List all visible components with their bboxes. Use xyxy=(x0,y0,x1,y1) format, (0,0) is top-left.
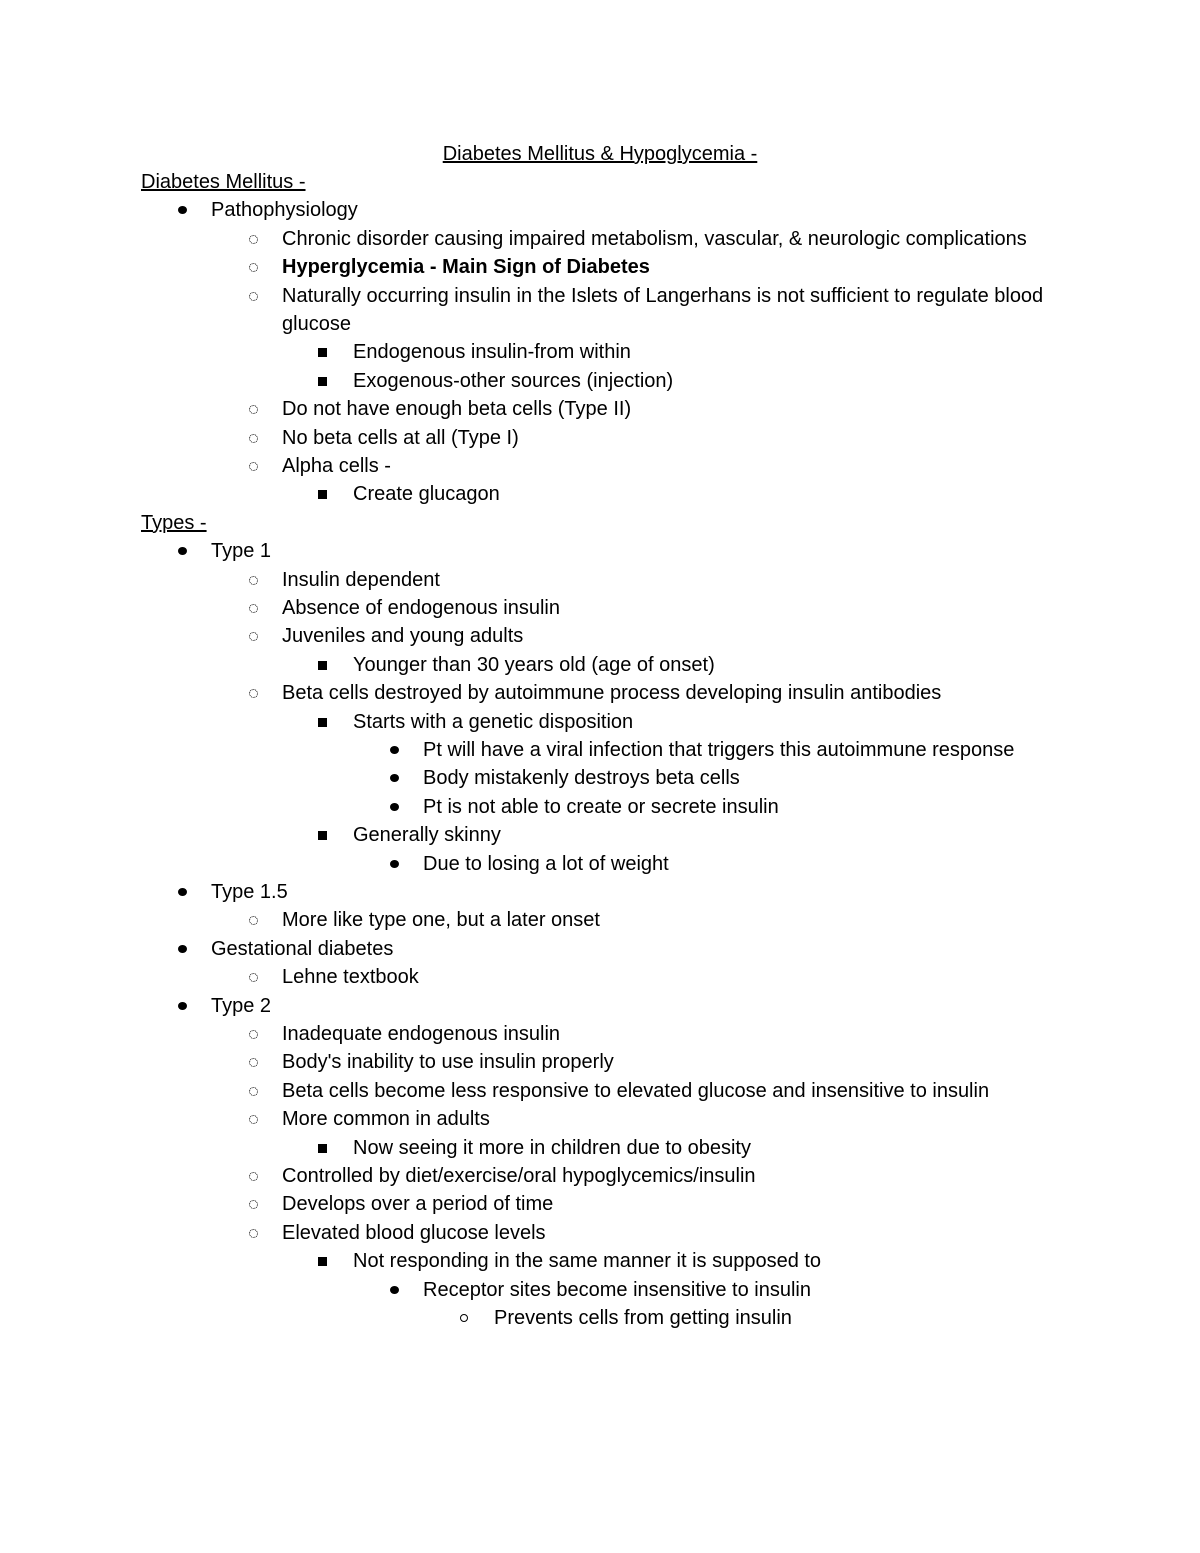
list-item xyxy=(282,1048,1060,1076)
list-item-text: Generally skinny xyxy=(353,824,501,847)
list-item xyxy=(282,253,1060,281)
list-item-text: Now seeing it more in children due to obesity xyxy=(353,1136,751,1159)
list-item-text: Not responding in the same manner it is supposed to xyxy=(353,1250,822,1273)
list-item-text: Lehne textbook xyxy=(282,966,419,989)
list-item-text: Do not have enough beta cells (Type II) xyxy=(282,398,632,421)
bullet-dotted-circle-icon xyxy=(249,632,258,641)
list-item-text: Absence of endogenous insulin xyxy=(282,597,560,619)
list-item xyxy=(494,1304,1060,1332)
list-item-text: Pt is not able to create or secrete insulin xyxy=(423,795,779,818)
list-item-text: Insulin dependent xyxy=(282,568,440,591)
list-item-text: Starts with a genetic disposition xyxy=(353,710,634,733)
section-heading: Diabetes Mellitus - xyxy=(141,171,306,193)
bullet-square-icon xyxy=(318,377,327,386)
bullet-dotted-circle-icon xyxy=(249,1030,258,1039)
bullet-hollow-circle-icon xyxy=(460,1314,468,1322)
bullet-dotted-circle-icon xyxy=(249,292,258,301)
list-item xyxy=(282,679,1060,707)
bullet-disc-icon xyxy=(178,206,187,214)
bullet-square-icon xyxy=(318,490,327,499)
list-item xyxy=(353,708,1060,736)
list-item-text: No beta cells at all (Type I) xyxy=(282,426,519,449)
bullet-square-icon xyxy=(318,718,327,727)
list-item-text: Inadequate endogenous insulin xyxy=(282,1023,561,1045)
bullet-dotted-circle-icon xyxy=(249,405,258,414)
bullet-disc-icon xyxy=(178,547,187,555)
list-item xyxy=(211,537,1060,565)
list-item xyxy=(282,225,1060,253)
list-item-text: Create glucagon xyxy=(353,483,500,506)
list-item-text: Elevated blood glucose levels xyxy=(282,1221,546,1244)
bullet-dotted-circle-icon xyxy=(249,434,258,443)
list-item-text: Chronic disorder causing impaired metabolism, vascular, & neurologic complications xyxy=(282,227,1027,250)
list-item-text: Exogenous-other sources (injection) xyxy=(353,369,674,392)
bullet-square-icon xyxy=(318,1144,327,1153)
list-item-text: Pathophysiology xyxy=(211,199,358,222)
document-title: Diabetes Mellitus & Hypoglycemia - xyxy=(442,143,758,165)
list-item-text: Type 2 xyxy=(211,994,272,1017)
list-item-text: Endogenous insulin-from within xyxy=(353,341,631,364)
list-item-text: Beta cells destroyed by autoimmune process developing insulin antibodies xyxy=(282,682,942,705)
list-item xyxy=(282,906,1060,934)
list-item xyxy=(353,1134,1060,1162)
list-item-text: Body's inability to use insulin properly xyxy=(282,1051,614,1074)
bullet-dotted-circle-icon xyxy=(249,689,258,698)
list-item-text: Hyperglycemia - Main Sign of Diabetes xyxy=(282,256,650,279)
list-item xyxy=(282,1162,1060,1190)
list-item-text: Controlled by diet/exercise/oral hypoglycemics/insulin xyxy=(282,1165,756,1187)
bullet-dotted-circle-icon xyxy=(249,604,258,613)
bullet-dotted-circle-icon xyxy=(249,1172,258,1181)
list-item xyxy=(282,566,1060,594)
bullet-dotted-circle-icon xyxy=(249,916,258,925)
list-item-text: Younger than 30 years old (age of onset) xyxy=(353,653,715,676)
list-item-text: Beta cells become less responsive to elevated glucose and insensitive to insulin xyxy=(282,1079,990,1102)
list-item-text: Juveniles and young adults xyxy=(282,625,524,648)
list-item xyxy=(423,850,1060,878)
list-item xyxy=(282,1020,1060,1048)
list-item xyxy=(282,1077,1060,1105)
list-item xyxy=(423,764,1060,792)
list-item xyxy=(282,424,1060,452)
list-item-text: Pt will have a viral infection that triggers this autoimmune response xyxy=(423,739,1015,761)
list-item xyxy=(353,821,1060,849)
bullet-disc-icon xyxy=(178,888,187,896)
list-item-text: More common in adults xyxy=(282,1108,490,1131)
list-item-text: Naturally occurring insulin in the Islets of Langerhans is not sufficient to regulate blood glucose xyxy=(282,284,1044,335)
list-item xyxy=(211,878,1060,906)
list-item xyxy=(282,1190,1060,1218)
bullet-dotted-circle-icon xyxy=(249,1229,258,1238)
list-item xyxy=(423,793,1060,821)
list-item-text: Type 1 xyxy=(211,540,272,563)
list-item-text: Prevents cells from getting insulin xyxy=(494,1307,792,1329)
list-item xyxy=(282,963,1060,991)
bullet-disc-icon xyxy=(390,774,399,782)
list-item xyxy=(423,1276,1060,1304)
list-item xyxy=(353,338,1060,366)
bullet-dotted-circle-icon xyxy=(249,235,258,244)
bullet-dotted-circle-icon xyxy=(249,1200,258,1209)
list-item xyxy=(282,395,1060,423)
bullet-disc-icon xyxy=(390,860,399,868)
list-item xyxy=(353,367,1060,395)
list-item xyxy=(423,736,1060,764)
bullet-dotted-circle-icon xyxy=(249,973,258,982)
bullet-disc-icon xyxy=(390,803,399,811)
list-item xyxy=(211,935,1060,963)
list-item xyxy=(282,622,1060,650)
list-item xyxy=(211,992,1060,1020)
list-item xyxy=(282,594,1060,622)
bullet-square-icon xyxy=(318,1257,327,1266)
list-item-text: Type 1.5 xyxy=(211,881,288,903)
bullet-dotted-circle-icon xyxy=(249,1058,258,1067)
list-item xyxy=(353,651,1060,679)
list-item-text: Develops over a period of time xyxy=(282,1193,554,1216)
bullet-dotted-circle-icon xyxy=(249,263,258,272)
list-item xyxy=(282,1219,1060,1247)
list-item xyxy=(211,196,1060,224)
list-item xyxy=(353,480,1060,508)
bullet-dotted-circle-icon xyxy=(249,462,258,471)
list-item xyxy=(353,1247,1060,1275)
bullet-disc-icon xyxy=(390,746,399,754)
bullet-square-icon xyxy=(318,661,327,670)
list-item xyxy=(282,1105,1060,1133)
list-item-text: Gestational diabetes xyxy=(211,937,394,960)
bullet-dotted-circle-icon xyxy=(249,1087,258,1096)
list-item xyxy=(282,282,1060,339)
bullet-disc-icon xyxy=(178,1002,187,1010)
bullet-disc-icon xyxy=(178,945,187,953)
list-item-text: Due to losing a lot of weight xyxy=(423,852,669,875)
bullet-dotted-circle-icon xyxy=(249,576,258,585)
bullet-disc-icon xyxy=(390,1286,399,1294)
list-item-text: Receptor sites become insensitive to insulin xyxy=(423,1278,811,1301)
list-item-text: More like type one, but a later onset xyxy=(282,909,600,932)
bullet-square-icon xyxy=(318,348,327,357)
list-item xyxy=(282,452,1060,480)
section-heading: Types - xyxy=(141,511,207,534)
bullet-square-icon xyxy=(318,831,327,840)
list-item-text: Body mistakenly destroys beta cells xyxy=(423,767,740,790)
bullet-dotted-circle-icon xyxy=(249,1115,258,1124)
list-item-text: Alpha cells - xyxy=(282,455,391,477)
